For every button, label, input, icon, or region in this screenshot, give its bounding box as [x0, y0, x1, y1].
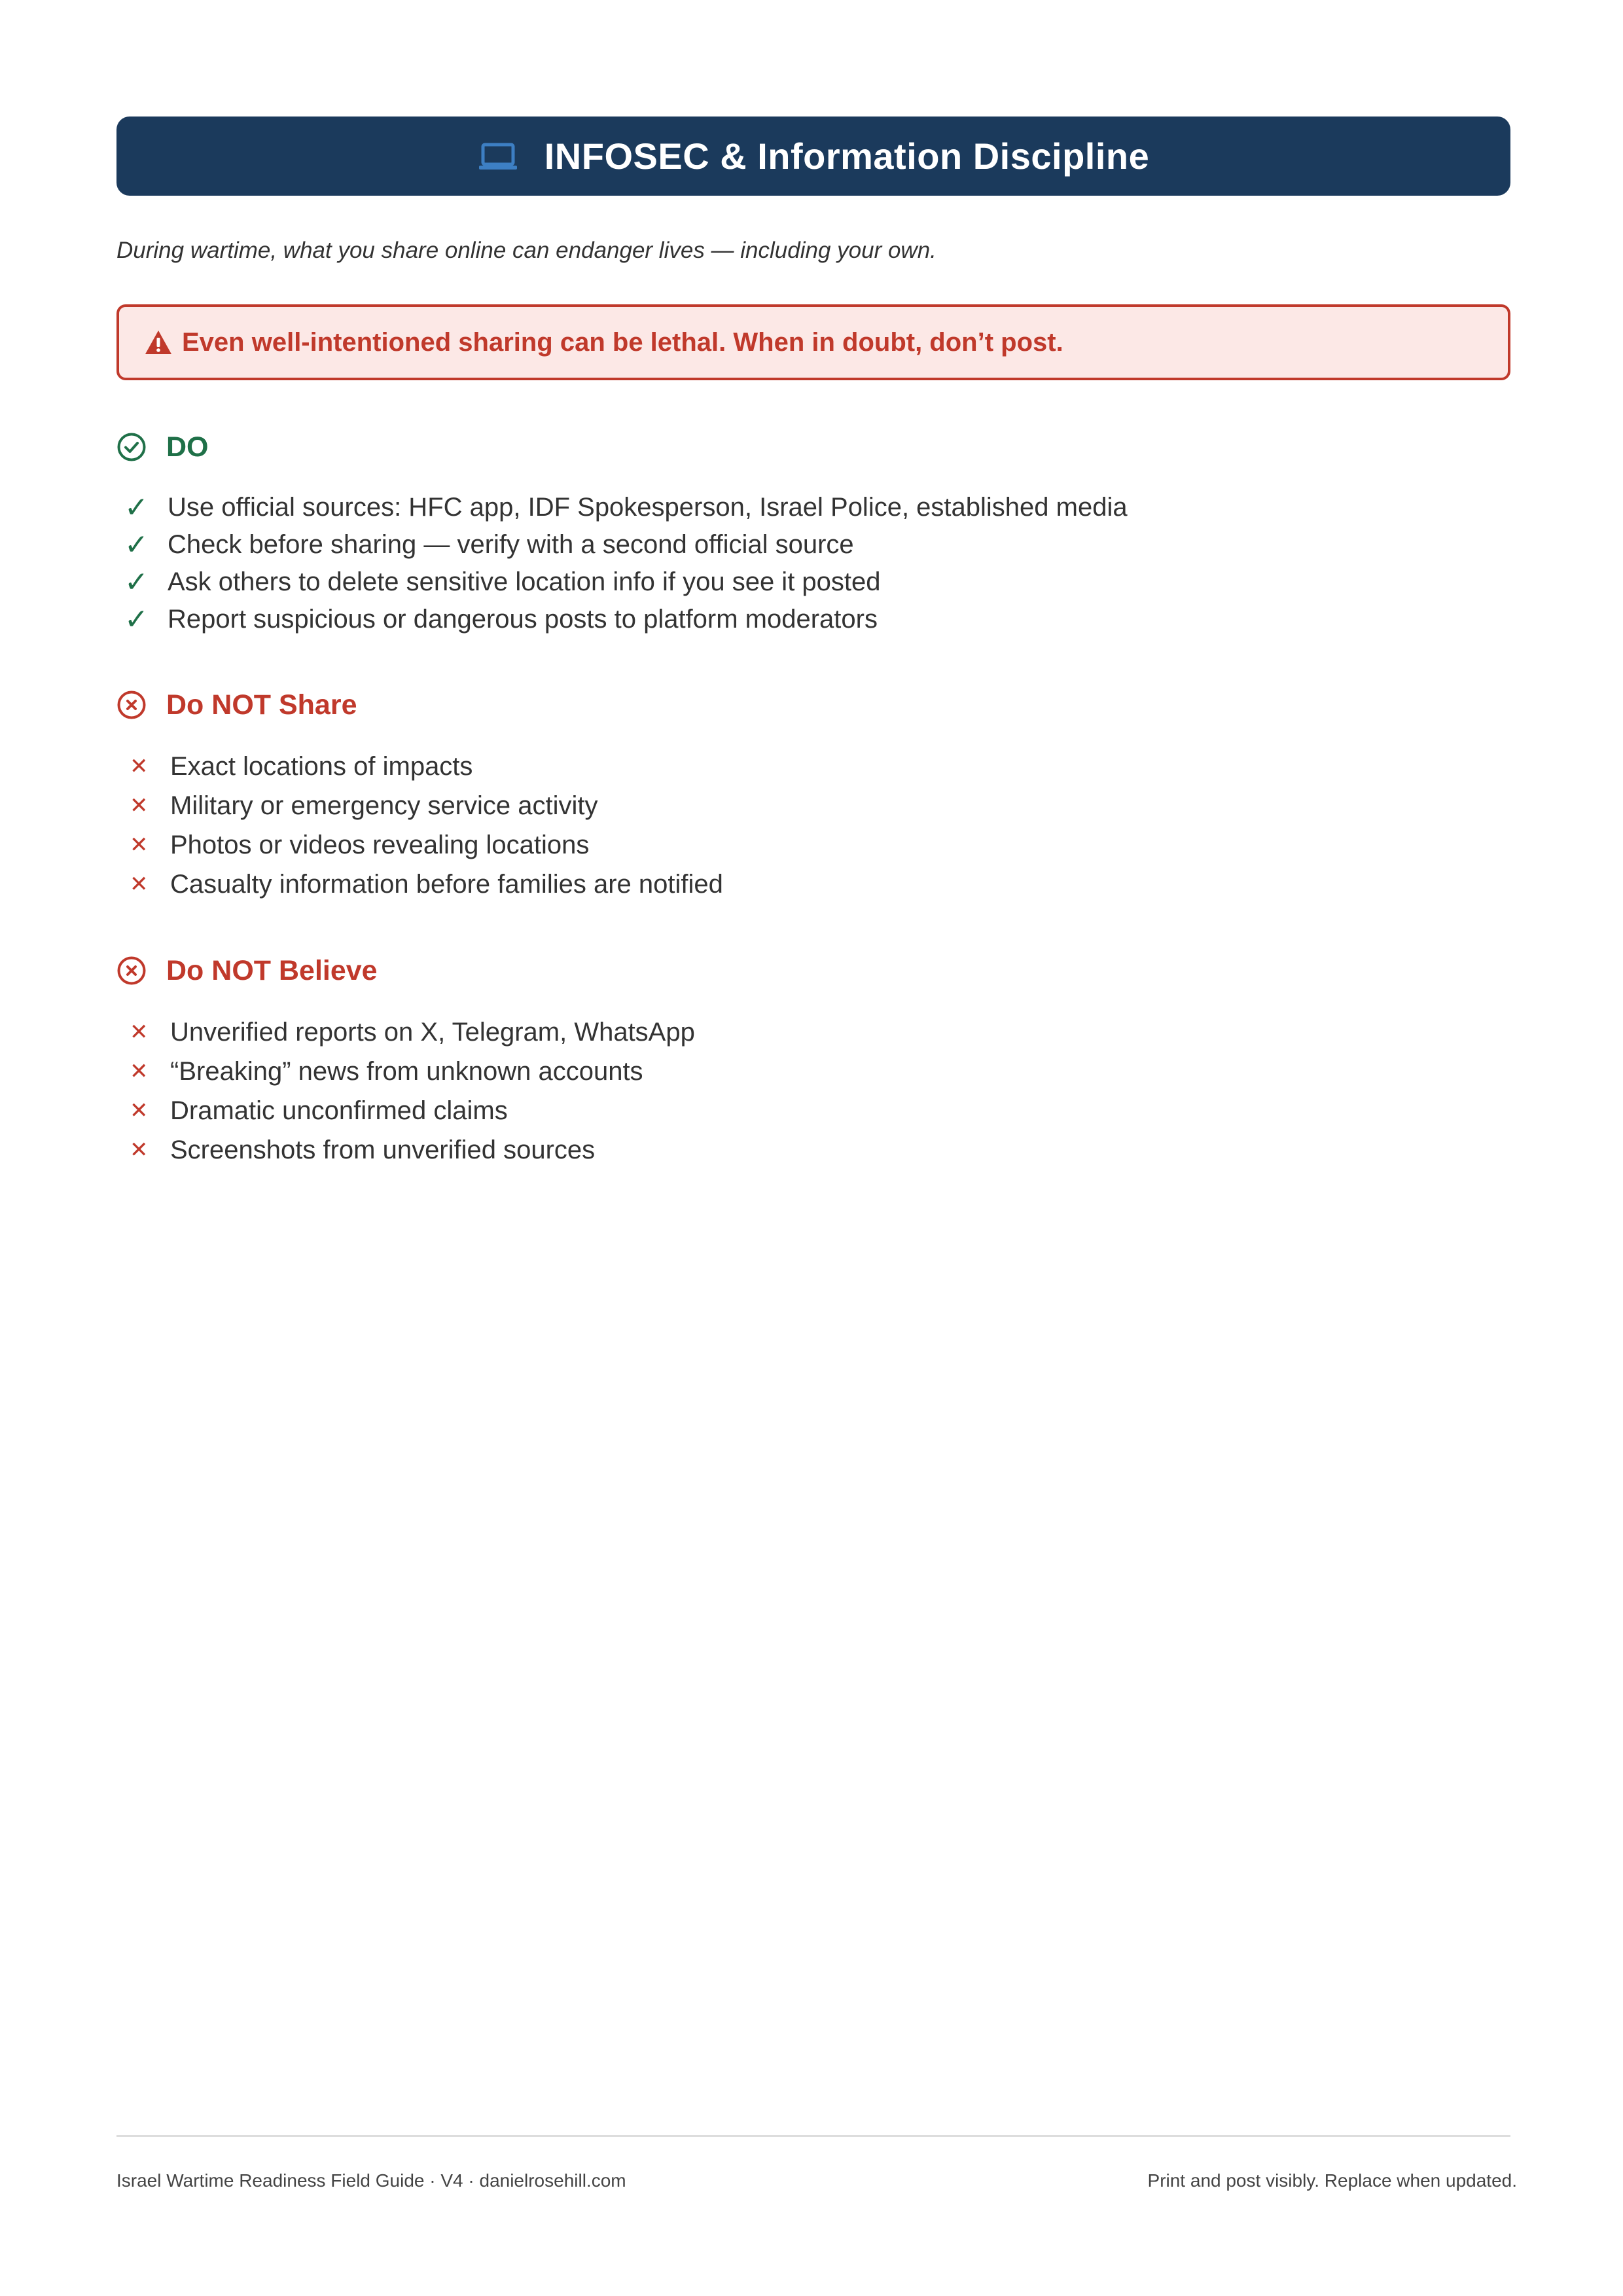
list-item: ✓ Report suspicious or dangerous posts to platform moderators: [124, 603, 878, 636]
list-item: ✕ “Breaking” news from unknown accounts: [130, 1056, 643, 1086]
footer-divider: [116, 2135, 1510, 2137]
checkmark-icon: ✓: [124, 528, 149, 562]
list-item: ✕ Unverified reports on X, Telegram, WhatsApp: [130, 1017, 695, 1047]
x-icon: ✕: [130, 793, 149, 819]
checkmark-icon: ✓: [124, 603, 149, 636]
do-section: [116, 429, 1510, 638]
do-not-share-list: [116, 747, 1510, 904]
x-icon: ✕: [130, 1098, 149, 1124]
list-item: ✓ Ask others to delete sensitive location info if you see it posted: [124, 565, 881, 599]
alert-banner: [116, 304, 1510, 380]
page-subtitle: During wartime, what you share online can endanger lives — including your own.: [116, 238, 936, 263]
page: [116, 117, 1510, 1170]
do-not-share-header: [116, 687, 1510, 723]
list-item: ✓ Use official sources: HFC app, IDF Spokesperson, Israel Police, established media: [124, 491, 1128, 524]
list-item: ✕ Screenshots from unverified sources: [130, 1135, 596, 1164]
checkmark-icon: ✓: [124, 565, 149, 599]
do-not-believe-header: [116, 952, 1510, 989]
page-title: INFOSEC & Information Discipline: [544, 135, 1150, 177]
title-bar: [116, 117, 1510, 196]
do-not-share-title: Do NOT Share: [166, 689, 357, 721]
x-circle-icon: [116, 956, 147, 986]
footer-note: Print and post visibly. Replace when updated.: [1147, 2170, 1517, 2191]
x-icon: ✕: [130, 871, 149, 897]
warning-icon: [144, 329, 173, 355]
x-icon: ✕: [130, 1019, 149, 1045]
x-icon: ✕: [130, 1058, 149, 1085]
do-not-believe-section: [116, 952, 1510, 1170]
x-icon: ✕: [130, 1137, 149, 1163]
do-section-header: [116, 429, 1510, 465]
do-not-share-section: [116, 687, 1510, 904]
do-list: [116, 489, 1510, 638]
x-icon: ✕: [130, 832, 149, 858]
do-not-believe-title: Do NOT Believe: [166, 954, 378, 986]
do-section-title: DO: [166, 431, 209, 463]
x-circle-icon: [116, 690, 147, 720]
alert-text: Even well-intentioned sharing can be lethal. When in doubt, don’t post.: [182, 327, 1063, 357]
check-circle-icon: [116, 432, 147, 462]
list-item: ✓ Check before sharing — verify with a second official source: [124, 528, 854, 562]
list-item: ✕ Casualty information before families are notified: [130, 869, 723, 899]
footer-source: Israel Wartime Readiness Field Guide · V4 · danielrosehill.com: [116, 2170, 626, 2191]
list-item: ✕ Dramatic unconfirmed claims: [130, 1096, 508, 1125]
do-not-believe-list: [116, 1013, 1510, 1170]
list-item: ✕ Military or emergency service activity: [130, 791, 598, 820]
laptop-icon: [478, 142, 518, 171]
list-item: ✕ Exact locations of impacts: [130, 751, 473, 781]
x-icon: ✕: [130, 753, 149, 780]
checkmark-icon: ✓: [124, 491, 149, 524]
list-item: ✕ Photos or videos revealing locations: [130, 830, 590, 859]
